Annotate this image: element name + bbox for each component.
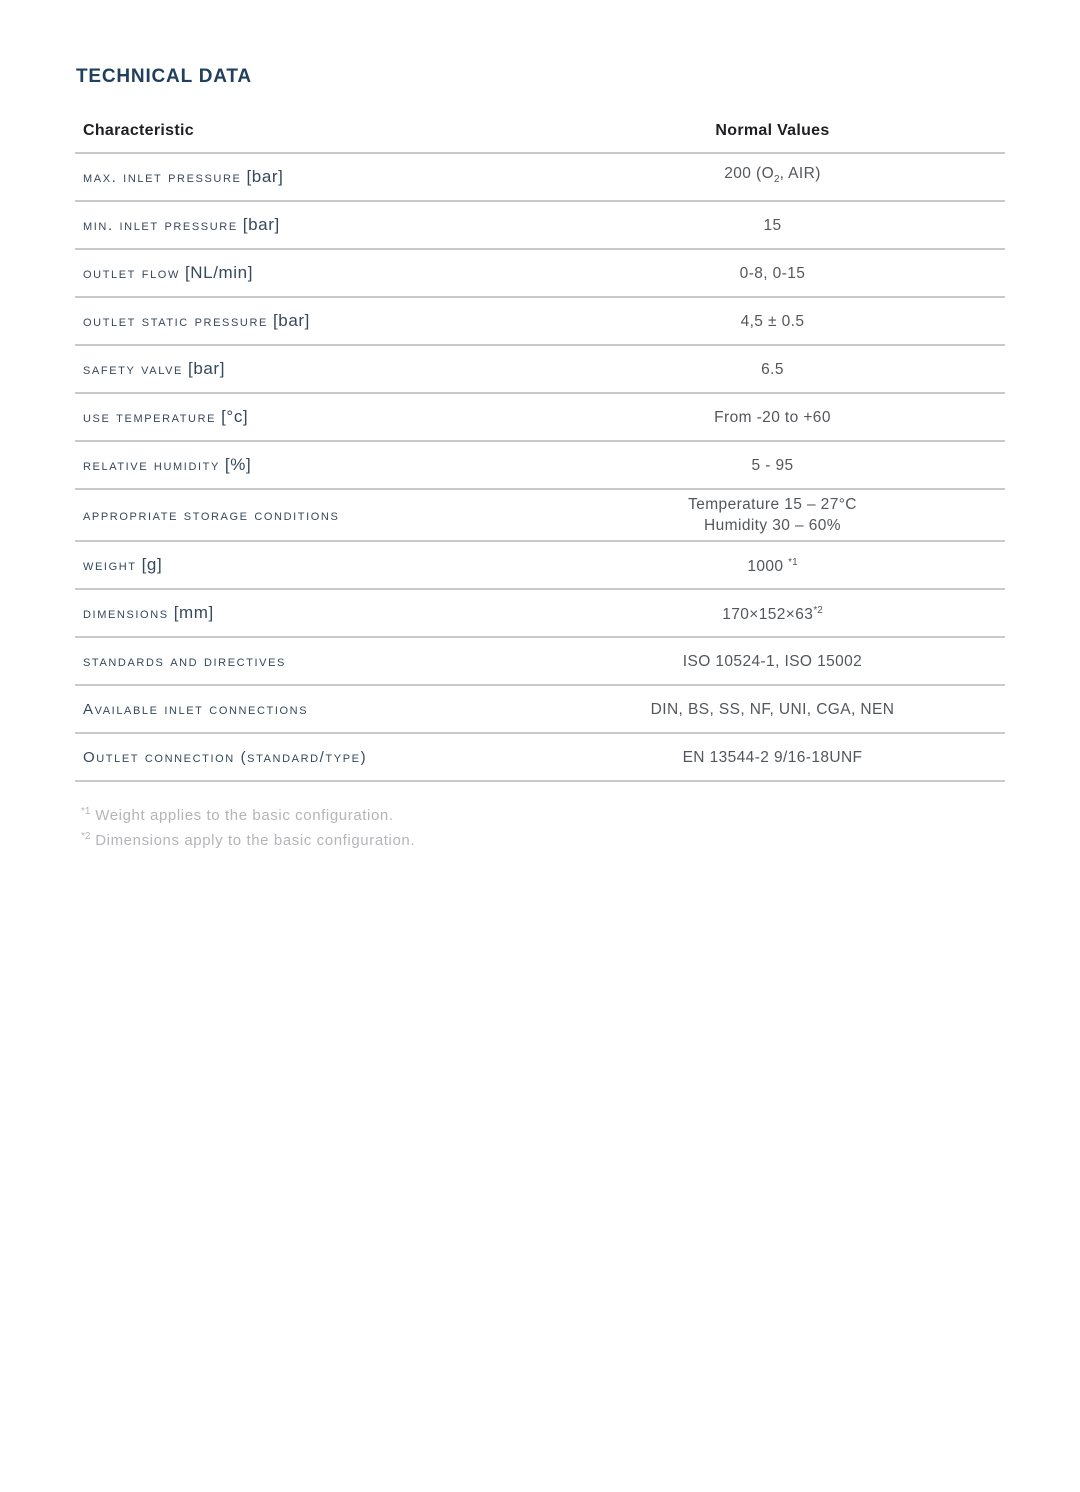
characteristic-cell [75,215,540,235]
characteristic-label: dimensions [83,605,169,622]
table-row [75,686,1005,734]
characteristic-label: weight [83,557,137,574]
characteristic-label: outlet static pressure [83,313,268,330]
value-cell: From -20 to +60 [714,408,831,426]
table-row [75,202,1005,250]
characteristic-unit: [bar] [188,359,226,378]
footnote-weight: $^{*1}$ Weight applies to the basic configuration. [81,806,394,824]
characteristic-cell [75,603,540,623]
characteristic-cell [75,407,540,427]
characteristic-cell [75,699,540,719]
column-header-normal-values: Normal Values [715,122,830,139]
footnote-dimensions: $^{*2}$ Dimensions apply to the basic configuration. [81,831,416,849]
value-cell: 200 ($O_2$, AIR) [724,165,821,186]
characteristic-cell [75,651,540,671]
column-header-characteristic: Characteristic [83,122,194,139]
page-title: TECHNICAL DATA [76,66,252,87]
value-cell: $170\times 152\times 63^{*2}$ [722,605,823,624]
technical-data-table [75,110,1005,782]
table-row [75,734,1005,782]
characteristic-label: appropriate storage conditions [83,507,340,524]
table-row [75,490,1005,542]
characteristic-unit: [bar] [242,215,280,234]
characteristic-label: use temperature [83,409,217,426]
characteristic-label: max. inlet pressure [83,169,242,186]
value-cell: 1000 $^{*1}$ [747,557,798,576]
characteristic-label: Outlet connection (standard/type) [83,749,368,766]
characteristic-unit: [%] [224,455,252,474]
characteristic-unit: [°c] [221,407,249,426]
value-cell: ISO 10524-1, ISO 15002 [682,652,863,670]
characteristic-cell [75,505,540,525]
table-row [75,154,1005,202]
value-cell: Temperature 15 – 27°C Humidity 30 – 60% [688,496,857,534]
characteristic-cell [75,263,540,283]
characteristic-cell [75,455,540,475]
characteristic-label: relative humidity [83,457,220,474]
value-cell: 6.5 [761,360,784,378]
characteristic-label: outlet flow [83,265,180,282]
table-row [75,542,1005,590]
value-cell: 15 [763,216,782,234]
value-cell: 4,5 ± 0.5 [740,312,805,330]
value-cell: 0-8, 0-15 [739,264,806,282]
characteristic-unit: [bar] [272,311,310,330]
table-row [75,298,1005,346]
characteristic-label: min. inlet pressure [83,217,238,234]
characteristic-cell [75,167,540,187]
characteristic-label: safety valve [83,361,183,378]
characteristic-unit: [g] [141,555,163,574]
value-cell: DIN, BS, SS, NF, UNI, CGA, NEN [650,700,895,718]
table-header-row [75,110,1005,154]
value-cell: EN 13544-2 9/16-18UNF [682,748,863,766]
characteristic-unit: [mm] [173,603,214,622]
characteristic-label: Available inlet connections [83,701,309,718]
characteristic-cell [75,555,540,575]
characteristic-unit: [bar] [246,167,284,186]
table-row [75,346,1005,394]
table-row [75,442,1005,490]
characteristic-cell [75,747,540,767]
characteristic-label: standards and directives [83,653,286,670]
value-cell: 5 - 95 [751,456,794,474]
table-row [75,590,1005,638]
table-row [75,638,1005,686]
characteristic-cell [75,359,540,379]
characteristic-cell [75,311,540,331]
table-row [75,250,1005,298]
characteristic-unit: [NL/min] [184,263,254,282]
table-row [75,394,1005,442]
footnotes [75,801,1005,851]
